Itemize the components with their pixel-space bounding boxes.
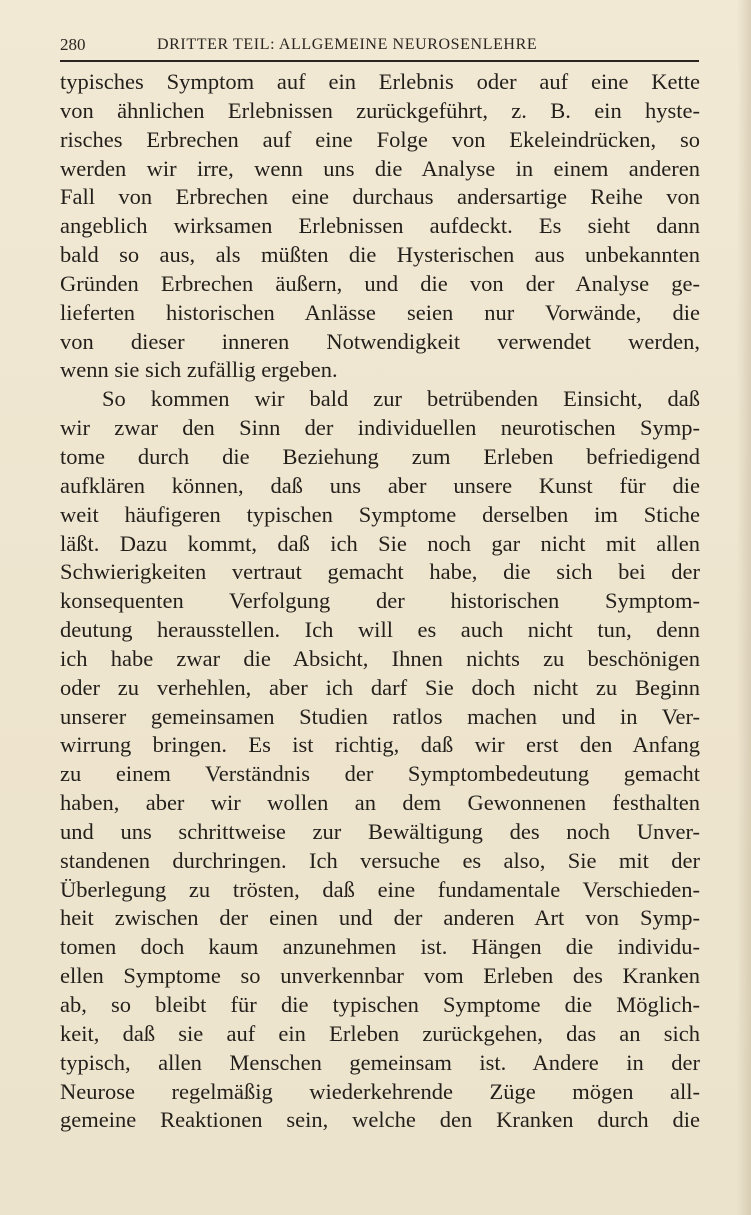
text-line: ab, so bleibt für die typischen Symptome die Möglich- xyxy=(60,992,700,1017)
text-line: lieferten historischen Anlässe seien nur Vorwände, die xyxy=(60,299,700,325)
text-line: haben, aber wir wollen an dem Gewonnenen festhalten xyxy=(60,790,700,816)
paragraph-end-line: wenn sie sich zufällig ergeben. xyxy=(60,357,338,383)
text-line: Neurose regelmäßig wiederkehrende Züge mögen all- xyxy=(60,1078,700,1104)
text-line: zu einem Verständnis der Symptombedeutung gemacht xyxy=(60,761,700,787)
text-line: von dieser inneren Notwendigkeit verwendet werden, xyxy=(60,328,700,354)
text-line: von ähnlichen Erlebnissen zurückgeführt, z. B. ein hyste- xyxy=(60,97,700,123)
header-rule xyxy=(60,60,699,62)
page-number: 280 xyxy=(60,35,86,54)
text-line: keit, daß sie auf ein Erleben zurückgehen, das an sich xyxy=(60,1020,700,1046)
text-line: läßt. Dazu kommt, daß ich Sie noch gar nicht mit allen xyxy=(60,530,700,556)
text-line: typisch, allen Menschen gemeinsam ist. Andere in der xyxy=(60,1049,700,1075)
text-line: ich habe zwar die Absicht, Ihnen nichts zu beschönigen xyxy=(60,645,700,671)
text-line: wir zwar den Sinn der individuellen neurotischen Symp- xyxy=(60,415,700,441)
text-line: Gründen Erbrechen äußern, und die von der Analyse ge- xyxy=(60,270,700,296)
text-line: Schwierigkeiten vertraut gemacht habe, die sich bei der xyxy=(60,559,700,585)
text-line: angeblich wirksamen Erlebnissen aufdeckt. Es sieht dann xyxy=(60,213,700,239)
page-edge-shadow xyxy=(737,0,751,1215)
text-line: ellen Symptome so unverkennbar vom Erleben des Kranken xyxy=(60,963,700,989)
text-line: wirrung bringen. Es ist richtig, daß wir erst den Anfang xyxy=(60,732,700,758)
page-header xyxy=(60,33,700,59)
text-line: bald so aus, als müßten die Hysterischen aus unbekannten xyxy=(60,242,700,268)
text-line: deutung herausstellen. Ich will es auch nicht tun, denn xyxy=(60,617,700,643)
text-line: tome durch die Beziehung zum Erleben befriedigend xyxy=(60,443,700,469)
text-line: heit zwischen der einen und der anderen Art von Symp- xyxy=(60,905,700,931)
text-line: oder zu verhehlen, aber ich darf Sie doch nicht zu Beginn xyxy=(60,674,700,700)
text-line: risches Erbrechen auf eine Folge von Ekeleindrücken, so xyxy=(60,126,700,152)
text-line: typisches Symptom auf ein Erlebnis oder auf eine Kette xyxy=(60,69,700,94)
body-text xyxy=(60,68,700,1135)
text-line: Überlegung zu trösten, daß eine fundamentale Verschieden- xyxy=(60,876,700,902)
text-line: gemeine Reaktionen sein, welche den Kranken durch die xyxy=(60,1107,700,1133)
text-line: weit häufigeren typischen Symptome derselben im Stiche xyxy=(60,501,700,527)
text-line: tomen doch kaum anzunehmen ist. Hängen die individu- xyxy=(60,934,700,960)
text-line: Fall von Erbrechen eine durchaus andersartige Reihe von xyxy=(60,184,700,210)
paragraph-start-line: So kommen wir bald zur betrübenden Einsicht, daß xyxy=(102,386,700,412)
text-line: standenen durchringen. Ich versuche es also, Sie mit der xyxy=(60,847,700,873)
text-line: unserer gemeinsamen Studien ratlos machen und in Ver- xyxy=(60,703,700,729)
text-line: werden wir irre, wenn uns die Analyse in einem anderen xyxy=(60,155,700,181)
text-line: aufklären können, daß uns aber unsere Kunst für die xyxy=(60,472,700,498)
text-line: konsequenten Verfolgung der historischen Symptom- xyxy=(60,588,700,614)
running-head: DRITTER TEIL: ALLGEMEINE NEUROSENLEHRE xyxy=(157,36,538,53)
text-line: und uns schrittweise zur Bewältigung des noch Unver- xyxy=(60,818,700,844)
